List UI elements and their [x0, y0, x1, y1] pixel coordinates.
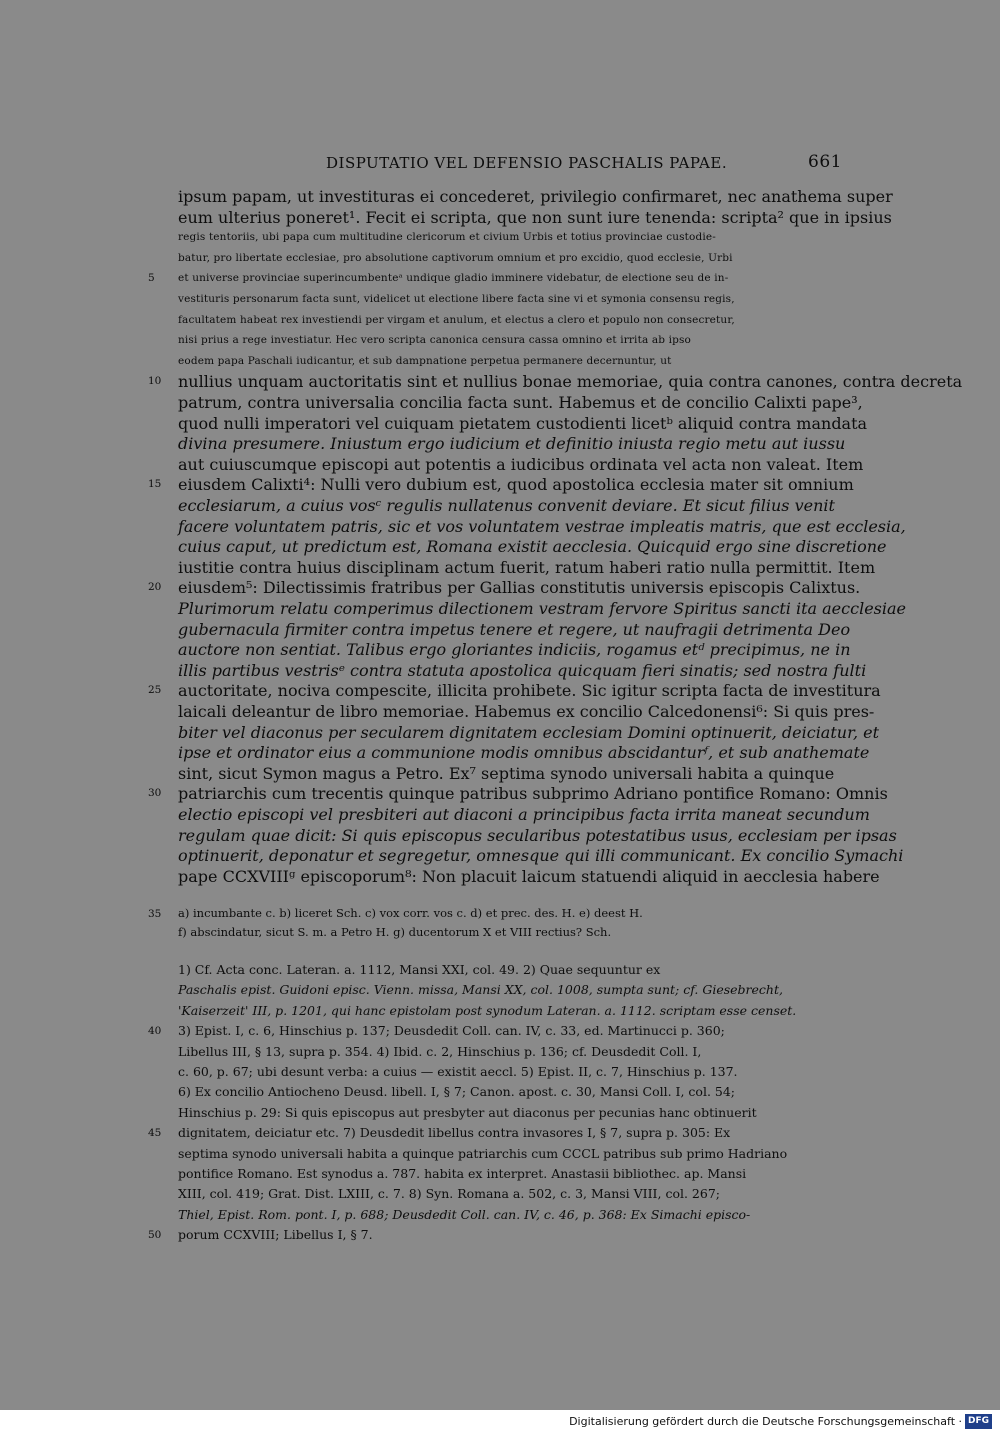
text-line: ecclesiarum, a cuius vosᶜ regulis nullatenus convenit deviare. Et sicut filius venit	[178, 496, 835, 515]
text-line: regulam quae dicit: Si quis episcopus secularibus potestatibus usus, ecclesiam per ipsas	[178, 825, 897, 845]
line-number: 50	[148, 1229, 162, 1242]
text-line: eiusdem⁵: Dilectissimis fratribus per Gallias constitutis universis episcopis Calixtus.	[178, 578, 861, 598]
text-line: f) abscindatur, sicut S. m. a Petro H. g) ducentorum X et VIII rectius? Sch.	[178, 925, 612, 939]
line-number: 10	[148, 375, 162, 388]
text-line: 1) Cf. Acta conc. Lateran. a. 1112, Mansi XXI, col. 49. 2) Quae sequuntur ex	[178, 962, 661, 977]
text-line: laicali deleantur de libro memoriae. Habemus ex concilio Calcedonensi⁶: Si quis pres-	[178, 702, 875, 721]
text-line: biter vel diaconus per secularem dignitatem ecclesiam Domini optinuerit, deiciatur, et	[178, 722, 880, 742]
text-line: 6) Ex concilio Antiocheno Deusd. libell. I, § 7; Canon. apost. c. 30, Mansi Coll. I, col. 54;	[178, 1084, 736, 1100]
text-line: auctore non sentiat. Talibus ergo gloriantes indiciis, rogamus etᵈ precipimus, ne in	[178, 640, 851, 660]
page-number: 661	[808, 152, 842, 172]
text-line: a) incumbante c. b) liceret Sch. c) vox corr. vos c. d) et prec. des. H. e) deest H.	[178, 906, 643, 920]
text-line: 3) Epist. I, c. 6, Hinschius p. 137; Deusdedit Coll. can. IV, c. 33, ed. Martinucci p. 360;	[178, 1023, 725, 1039]
page-title: DISPUTATIO VEL DEFENSIO PASCHALIS PAPAE.	[326, 154, 728, 172]
line-number: 20	[148, 581, 162, 594]
text-line: electio episcopi vel presbiteri aut diaconi a principibus facta irrita maneat secundum	[178, 805, 870, 824]
line-number: 35	[148, 908, 162, 920]
text-line: pontifice Romano. Est synodus a. 787. habita ex interpret. Anastasii bibliothec. ap. Mansi	[178, 1166, 747, 1181]
text-line: optinuerit, deponatur et segregetur, omnesque qui illi communicant. Ex concilio Symachi	[178, 846, 904, 866]
line-number: 25	[148, 684, 162, 697]
text-line: et universe provinciae superincumbenteᵃ undique gladio imminere videbatur, de electione seu de in-	[178, 272, 729, 285]
line-number: 15	[148, 478, 162, 491]
text-line: XIII, col. 419; Grat. Dist. LXIII, c. 7. 8) Syn. Romana a. 502, c. 3, Mansi VIII, col. 267;	[178, 1186, 720, 1202]
line-number: 40	[148, 1025, 162, 1038]
text-line: ipse et ordinator eius a communione modis omnibus abscidanturᶠ, et sub anathemate	[178, 743, 870, 763]
text-line: nullius unquam auctoritatis sint et nullius bonae memoriae, quia contra canones, contra decreta	[178, 372, 963, 392]
text-line: quod nulli imperatori vel cuiquam pietatem custodienti licetᵇ aliquid contra mandata	[178, 413, 868, 433]
text-line: facultatem habeat rex investiendi per virgam et anulum, et electus a clero et populo non consecretur,	[178, 313, 735, 326]
text-line: cuius caput, ut predictum est, Romana existit aecclesia. Quicquid ergo sine discretione	[178, 537, 887, 557]
text-line: sint, sicut Symon magus a Petro. Ex⁷ septima synodo universali habita a quinque	[178, 763, 835, 783]
text-line: Hinschius p. 29: Si quis episcopus aut presbyter aut diaconus per pecunias hanc obtinuerit	[178, 1104, 757, 1120]
text-line: ipsum papam, ut investituras ei concederet, privilegio confirmaret, nec anathema super	[178, 187, 893, 206]
text-line: pape CCXVIIIᵍ episcoporum⁸: Non placuit laicum statuendi aliquid in aecclesia habere	[178, 866, 880, 886]
text-line: nisi prius a rege investiatur. Hec vero scripta canonica censura cassa omnino et irrita ab ipso	[178, 334, 691, 347]
text-line: porum CCXVIII; Libellus I, § 7.	[178, 1227, 373, 1243]
text-line: illis partibus vestrisᵉ contra statuta apostolica quicquam fieri sinatis; sed nostra fulti	[178, 660, 867, 680]
text-line: Thiel, Epist. Rom. pont. I, p. 688; Deusdedit Coll. can. IV, c. 46, p. 368: Ex Simachi episco-	[178, 1206, 751, 1222]
text-line: batur, pro libertate ecclesiae, pro absolutione captivorum omnium et pro excidio, quod ecclesie, Urbi	[178, 251, 733, 264]
digitization-footer	[0, 1410, 1000, 1434]
text-line: dignitatem, deiciatur etc. 7) Deusdedit libellus contra invasores I, § 7, supra p. 305: Ex	[178, 1125, 731, 1141]
text-line: auctoritate, nociva compescite, illicita prohibete. Sic igitur scripta facta de investitura	[178, 681, 881, 701]
running-head	[178, 154, 842, 176]
line-number: 30	[148, 787, 162, 800]
text-line: eiusdem Calixti⁴: Nulli vero dubium est, quod apostolica ecclesia mater sit omnium	[178, 475, 854, 495]
text-line: patriarchis cum trecentis quinque patribus subprimo Adriano pontifice Romano: Omnis	[178, 784, 888, 804]
text-line: Paschalis epist. Guidoni episc. Vienn. missa, Mansi XX, col. 1008, sumpta sunt; cf. Giesebrecht,	[178, 982, 783, 998]
text-line: Plurimorum relatu comperimus dilectionem vestram fervore Spiritus sancti ita aecclesiae	[178, 599, 906, 618]
text-line: 'Kaiserzeit' III, p. 1201, qui hanc epistolam post synodum Lateran. a. 1112. scriptam esse censet.	[178, 1002, 797, 1018]
dfg-logo: DFG	[965, 1414, 992, 1429]
text-line: patrum, contra universalia concilia facta sunt. Habemus et de concilio Calixti pape³,	[178, 393, 863, 412]
text-line: Libellus III, § 13, supra p. 354. 4) Ibid. c. 2, Hinschius p. 136; cf. Deusdedit Coll. I,	[178, 1043, 702, 1059]
footer-credit: Digitalisierung gefördert durch die Deutsche Forschungsgemeinschaft ·	[569, 1415, 962, 1428]
text-line: eum ulterius poneret¹. Fecit ei scripta, que non sunt iure tenenda: scripta² que in ipsius	[178, 207, 892, 227]
text-line: iustitie contra huius disciplinam actum fuerit, ratum haberi ratio nulla permittit. Item	[178, 557, 876, 577]
text-line: aut cuiuscumque episcopi aut potentis a iudicibus ordinata vel acta non valeat. Item	[178, 454, 864, 474]
line-number: 45	[148, 1127, 162, 1140]
line-number: 5	[148, 272, 155, 285]
text-line: regis tentoriis, ubi papa cum multitudine clericorum et civium Urbis et totius provinciae custodie-	[178, 231, 716, 244]
text-line: c. 60, p. 67; ubi desunt verba: a cuius — existit aeccl. 5) Epist. II, c. 7, Hinschius p. 137.	[178, 1064, 738, 1079]
text-line: gubernacula firmiter contra impetus tenere et regere, ut naufragii detrimenta Deo	[178, 619, 851, 639]
text-line: facere voluntatem patris, sic et vos voluntatem vestrae impleatis matris, que est ecclesia,	[178, 516, 906, 536]
text-line: vestituris personarum facta sunt, videlicet ut electione libere facta sine vi et symonia consensu regis,	[178, 293, 735, 305]
text-line: eodem papa Paschali iudicantur, et sub dampnatione perpetua permanere decernuntur, ut	[178, 354, 672, 367]
text-line: divina presumere. Iniustum ergo iudicium et definitio iniusta regio metu aut iussu	[178, 434, 846, 454]
text-line: septima synodo universali habita a quinque patriarchis cum CCCL patribus sub primo Hadriano	[178, 1145, 788, 1161]
